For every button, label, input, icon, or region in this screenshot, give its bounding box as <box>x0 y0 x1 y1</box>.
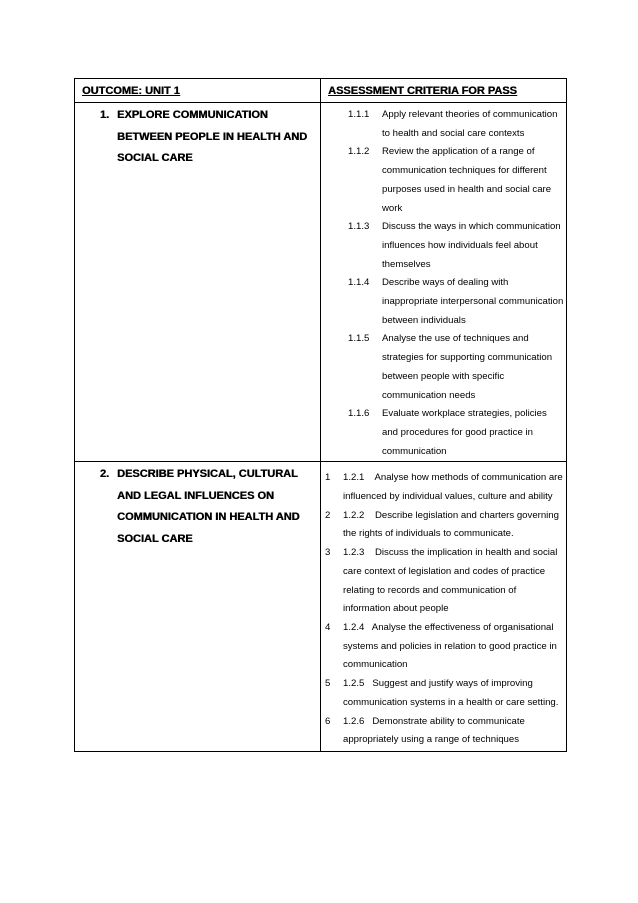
criterion-text: Apply relevant theories of communication to health and social care contexts <box>382 109 558 139</box>
criterion-item <box>321 218 564 274</box>
criterion-code: 1.1.4 <box>348 277 370 289</box>
criterion-code: 1.1.1 <box>348 109 370 120</box>
table-row <box>75 103 567 462</box>
criterion-item <box>321 713 564 750</box>
criterion-item <box>321 143 564 218</box>
criterion-number: 3 <box>325 547 331 559</box>
criterion-item <box>321 405 564 461</box>
criterion-text: Describe ways of dealing with inappropriate interpersonal communication between individuals <box>382 277 564 326</box>
outcome-number: 1. <box>99 109 109 121</box>
outcome-item <box>75 103 320 170</box>
outcome-number: 2. <box>99 468 109 481</box>
criterion-number: 2 <box>325 509 331 521</box>
criterion-text: Evaluate workplace strategies, policies and procedures for good practice in communication <box>382 408 547 457</box>
criterion-text: 1.2.3 Discuss the implication in health and social care context of legislation and codes of practice relating to records and communication of information about people <box>343 547 561 615</box>
table-header-row <box>75 79 567 103</box>
criteria-list <box>321 103 566 461</box>
outcome-header-cell <box>75 79 321 103</box>
criterion-text: 1.2.4 Analyse the effectiveness of organisational systems and policies in relation to good practice in communication <box>343 621 560 671</box>
outcome-text: EXPLORE COMMUNICATION BETWEEN PEOPLE IN HEALTH AND SOCIAL CARE <box>117 109 308 164</box>
criterion-text: 1.2.6 Demonstrate ability to communicate appropriately using a range of techniques <box>343 715 528 746</box>
criterion-item <box>321 274 564 330</box>
outcome-header: OUTCOME: UNIT 1 <box>82 85 180 97</box>
criterion-number: 5 <box>325 678 331 690</box>
outcome-cell <box>75 462 321 752</box>
outcome-item <box>75 462 320 550</box>
criterion-number: 4 <box>325 621 331 633</box>
criterion-text: 1.2.1 Analyse how methods of communication are influenced by individual values, culture and ability <box>343 472 566 503</box>
criterion-item <box>321 469 564 506</box>
criterion-text: Analyse the use of techniques and strategies for supporting communication between people with specific communication needs <box>382 333 553 401</box>
criterion-item <box>321 330 564 405</box>
criterion-text: Review the application of a range of communication techniques for different purposes used in health and social care work <box>382 146 552 214</box>
assessment-table <box>74 78 567 752</box>
criterion-code: 1.1.6 <box>348 408 370 420</box>
table-row <box>75 462 567 752</box>
criteria-cell <box>321 462 567 752</box>
criterion-code: 1.1.5 <box>348 333 370 345</box>
outcome-text: DESCRIBE PHYSICAL, CULTURAL AND LEGAL INFLUENCES ON COMMUNICATION IN HEALTH AND SOCIAL CARE <box>117 468 300 545</box>
criterion-text: 1.2.2 Describe legislation and charters governing the rights of individuals to communicate. <box>343 509 562 540</box>
criterion-code: 1.1.3 <box>348 221 370 233</box>
criteria-cell <box>321 103 567 462</box>
criteria-list <box>321 462 566 751</box>
criterion-text: 1.2.5 Suggest and justify ways of improving communication systems in a health or care setting. <box>343 678 559 708</box>
outcome-cell <box>75 103 321 462</box>
criterion-code: 1.1.2 <box>348 146 370 158</box>
criterion-item <box>321 106 564 143</box>
criterion-item <box>321 619 564 675</box>
criterion-text: Discuss the ways in which communication influences how individuals feel about themselves <box>382 221 561 270</box>
criteria-header-cell <box>321 79 567 103</box>
criterion-item <box>321 544 564 619</box>
criterion-item <box>321 675 564 712</box>
criterion-item <box>321 507 564 544</box>
criteria-header: ASSESSMENT CRITERIA FOR PASS <box>328 85 517 97</box>
criterion-number: 6 <box>325 715 331 727</box>
criterion-number: 1 <box>325 472 331 484</box>
